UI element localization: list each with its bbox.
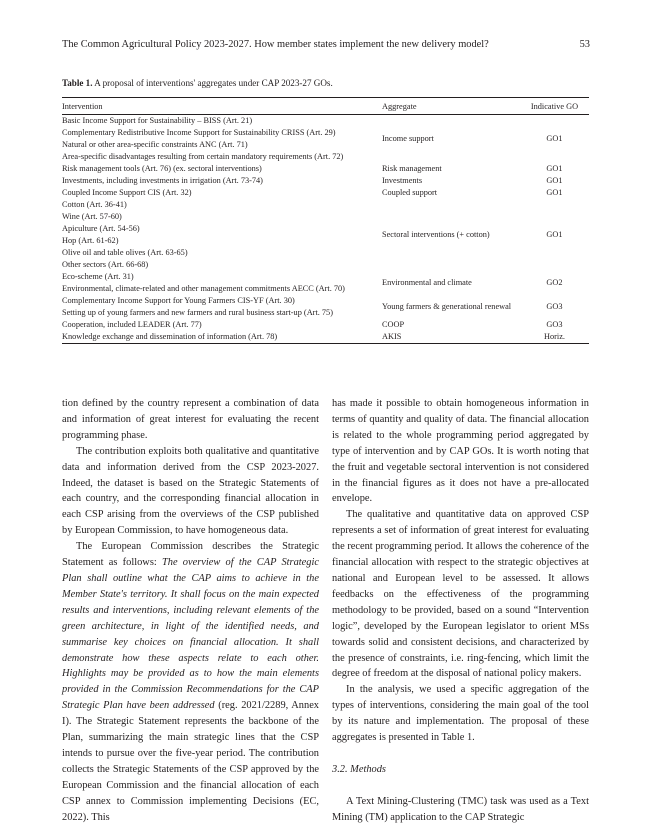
go-cell: GO1 <box>546 134 563 143</box>
header-intervention: Intervention <box>62 102 103 111</box>
aggregate-cell: Young farmers & generational renewal <box>382 302 512 311</box>
intervention-cell: Environmental, climate-related and other management commitments AECC (Art. 70) <box>62 284 345 293</box>
paragraph: In the analysis, we used a specific aggregation of the types of interventions, considering the main goal of the tool by its nature and implementation. The proposal of these aggregates is presented in Table 1. <box>332 684 589 744</box>
table-row <box>62 271 589 283</box>
paragraph: tion defined by the country represent a combination of data and information of great interest for evaluating the recent programming phase. <box>62 398 319 441</box>
intervention-cell: Knowledge exchange and dissemination of information (Art. 78) <box>62 332 278 341</box>
aggregate-cell: Sectoral interventions (+ cotton) <box>382 230 490 239</box>
paragraph <box>62 539 319 825</box>
header-aggregate: Aggregate <box>382 102 417 111</box>
intervention-cell: Area-specific disadvantages resulting from certain mandatory requirements (Art. 72) <box>62 152 344 161</box>
intervention-cell: Natural or other area-specific constraints ANC (Art. 71) <box>62 140 248 149</box>
aggregate-cell: AKIS <box>382 332 402 341</box>
go-cell: GO1 <box>546 230 563 239</box>
aggregate-cell: Income support <box>382 134 434 143</box>
go-cell: GO3 <box>546 320 563 329</box>
section-heading: 3.2. Methods <box>332 763 386 775</box>
table-caption <box>62 78 333 88</box>
paragraph: The qualitative and quantitative data on approved CSP represents a set of information of great interest for evaluating the recent programming period. It allows the coherence of the financial allocation with respect to the strategic objectives at national and European level to be assessed. It allows feedbacks on the effectiveness of the programming methodology to be provided, based on a sound “Intervention logic”, developed by the European legislator to orient MSs towards solid and consistent decisions, and characterized by the presence of constraints, i.e. ring-fencing, which limit the degree of freedom at the disposal of national policy makers. <box>332 509 589 680</box>
aggregate-cell: Risk management <box>382 164 442 173</box>
intervention-cell: Olive oil and table olives (Art. 63-65) <box>62 248 188 257</box>
page-number: 53 <box>579 39 590 50</box>
table-row <box>62 295 589 307</box>
table-row <box>62 331 589 344</box>
table-row <box>62 319 589 331</box>
go-cell: GO2 <box>546 278 563 287</box>
paragraph: has made it possible to obtain homogeneous information in terms of quantity and quality of data. The financial allocation is related to the whole programming period aggregated by type of intervention and by CAP GOs. It is worth noting that the fruit and vegetable sectoral intervention is not considered in the financial figures as it does not have a pre-allocated envelope. <box>332 398 589 505</box>
aggregate-cell: Investments <box>382 176 423 185</box>
paragraph-text: (reg. 2021/2289, Annex I). The Strategic Statement represents the backbone of the Plan, summarizing the main strategic lines that the CSP intends to pursue over the five-year period. The contribution collects the Strategic Statements of the CSP approved by the European Commission and the financial allocation of each CSP annex to Commission implementing Decisions (EC, 2022). This <box>62 700 319 823</box>
table-row <box>62 187 589 199</box>
intervention-cell: Wine (Art. 57-60) <box>62 212 122 221</box>
interventions-table <box>62 97 589 344</box>
go-cell: GO1 <box>546 176 563 185</box>
table-caption-text: A proposal of interventions' aggregates under CAP 2023-27 GOs. <box>92 78 333 88</box>
aggregate-cell: Environmental and climate <box>382 278 472 287</box>
aggregate-cell: COOP <box>382 320 405 329</box>
body-column-left <box>62 396 319 825</box>
paragraph: A Text Mining-Clustering (TMC) task was used as a Text Mining (TM) application to the CAP Strategic <box>332 795 589 823</box>
table-header-row <box>62 98 589 115</box>
page-header <box>62 39 590 55</box>
intervention-cell: Setting up of young farmers and new farmers and rural business start-up (Art. 75) <box>62 308 333 317</box>
go-cell: GO3 <box>546 302 563 311</box>
intervention-cell: Eco-scheme (Art. 31) <box>62 272 134 281</box>
intervention-cell: Risk management tools (Art. 76) (ex. sectoral interventions) <box>62 164 262 173</box>
go-cell: Horiz. <box>544 332 565 341</box>
table-row <box>62 199 589 211</box>
intervention-cell: Cotton (Art. 36-41) <box>62 200 127 209</box>
go-cell: GO1 <box>546 164 563 173</box>
intervention-cell: Coupled Income Support CIS (Art. 32) <box>62 188 192 197</box>
intervention-cell: Complementary Income Support for Young Farmers CIS-YF (Art. 30) <box>62 296 295 305</box>
table-row <box>62 115 589 128</box>
table-caption-label: Table 1. <box>62 78 93 88</box>
intervention-cell: Hop (Art. 61-62) <box>62 236 119 245</box>
intervention-cell: Basic Income Support for Sustainability – BISS (Art. 21) <box>62 116 253 125</box>
table-body <box>62 115 589 344</box>
intervention-cell: Other sectors (Art. 66-68) <box>62 260 149 269</box>
paragraph: The contribution exploits both qualitative and quantitative data and information derived from the CSP 2023-2027. Indeed, the dataset is based on the Strategic Statements of each country, and the corresponding financial allocation in each CSP arising from the overviews of the CSP published by European Commission, to have homogeneous data. <box>62 445 319 537</box>
running-title: The Common Agricultural Policy 2023-2027. How member states implement the new delivery model? <box>62 39 489 50</box>
quoted-definition: The overview of the CAP Strategic Plan shall outline what the CAP aims to achieve in the Member State's territory. It shall focus on the main expected results and interventions, including relevant elements of the green architecture, in light of the identified needs, and summarise key choices on financial allocation. It shall demonstrate how these aspects relate to each other. Highlights may be provided as to how the main elements provided in the Commission Recommendations for the CAP Strategic Plan have been addressed <box>62 557 319 712</box>
intervention-cell: Complementary Redistributive Income Support for Sustainability CRISS (Art. 29) <box>62 128 336 137</box>
header-indicative-go: Indicative GO <box>530 102 579 111</box>
intervention-cell: Investments, including investments in irrigation (Art. 73-74) <box>62 176 263 185</box>
go-cell: GO1 <box>546 188 563 197</box>
paragraph-text: The European Commission describes the Strategic Statement as follows: <box>62 541 319 569</box>
aggregate-cell: Coupled support <box>382 188 438 197</box>
table-row <box>62 175 589 187</box>
body-column-right <box>332 396 589 826</box>
table-row <box>62 163 589 175</box>
intervention-cell: Apiculture (Art. 54-56) <box>62 224 140 233</box>
intervention-cell: Cooperation, included LEADER (Art. 77) <box>62 320 202 329</box>
